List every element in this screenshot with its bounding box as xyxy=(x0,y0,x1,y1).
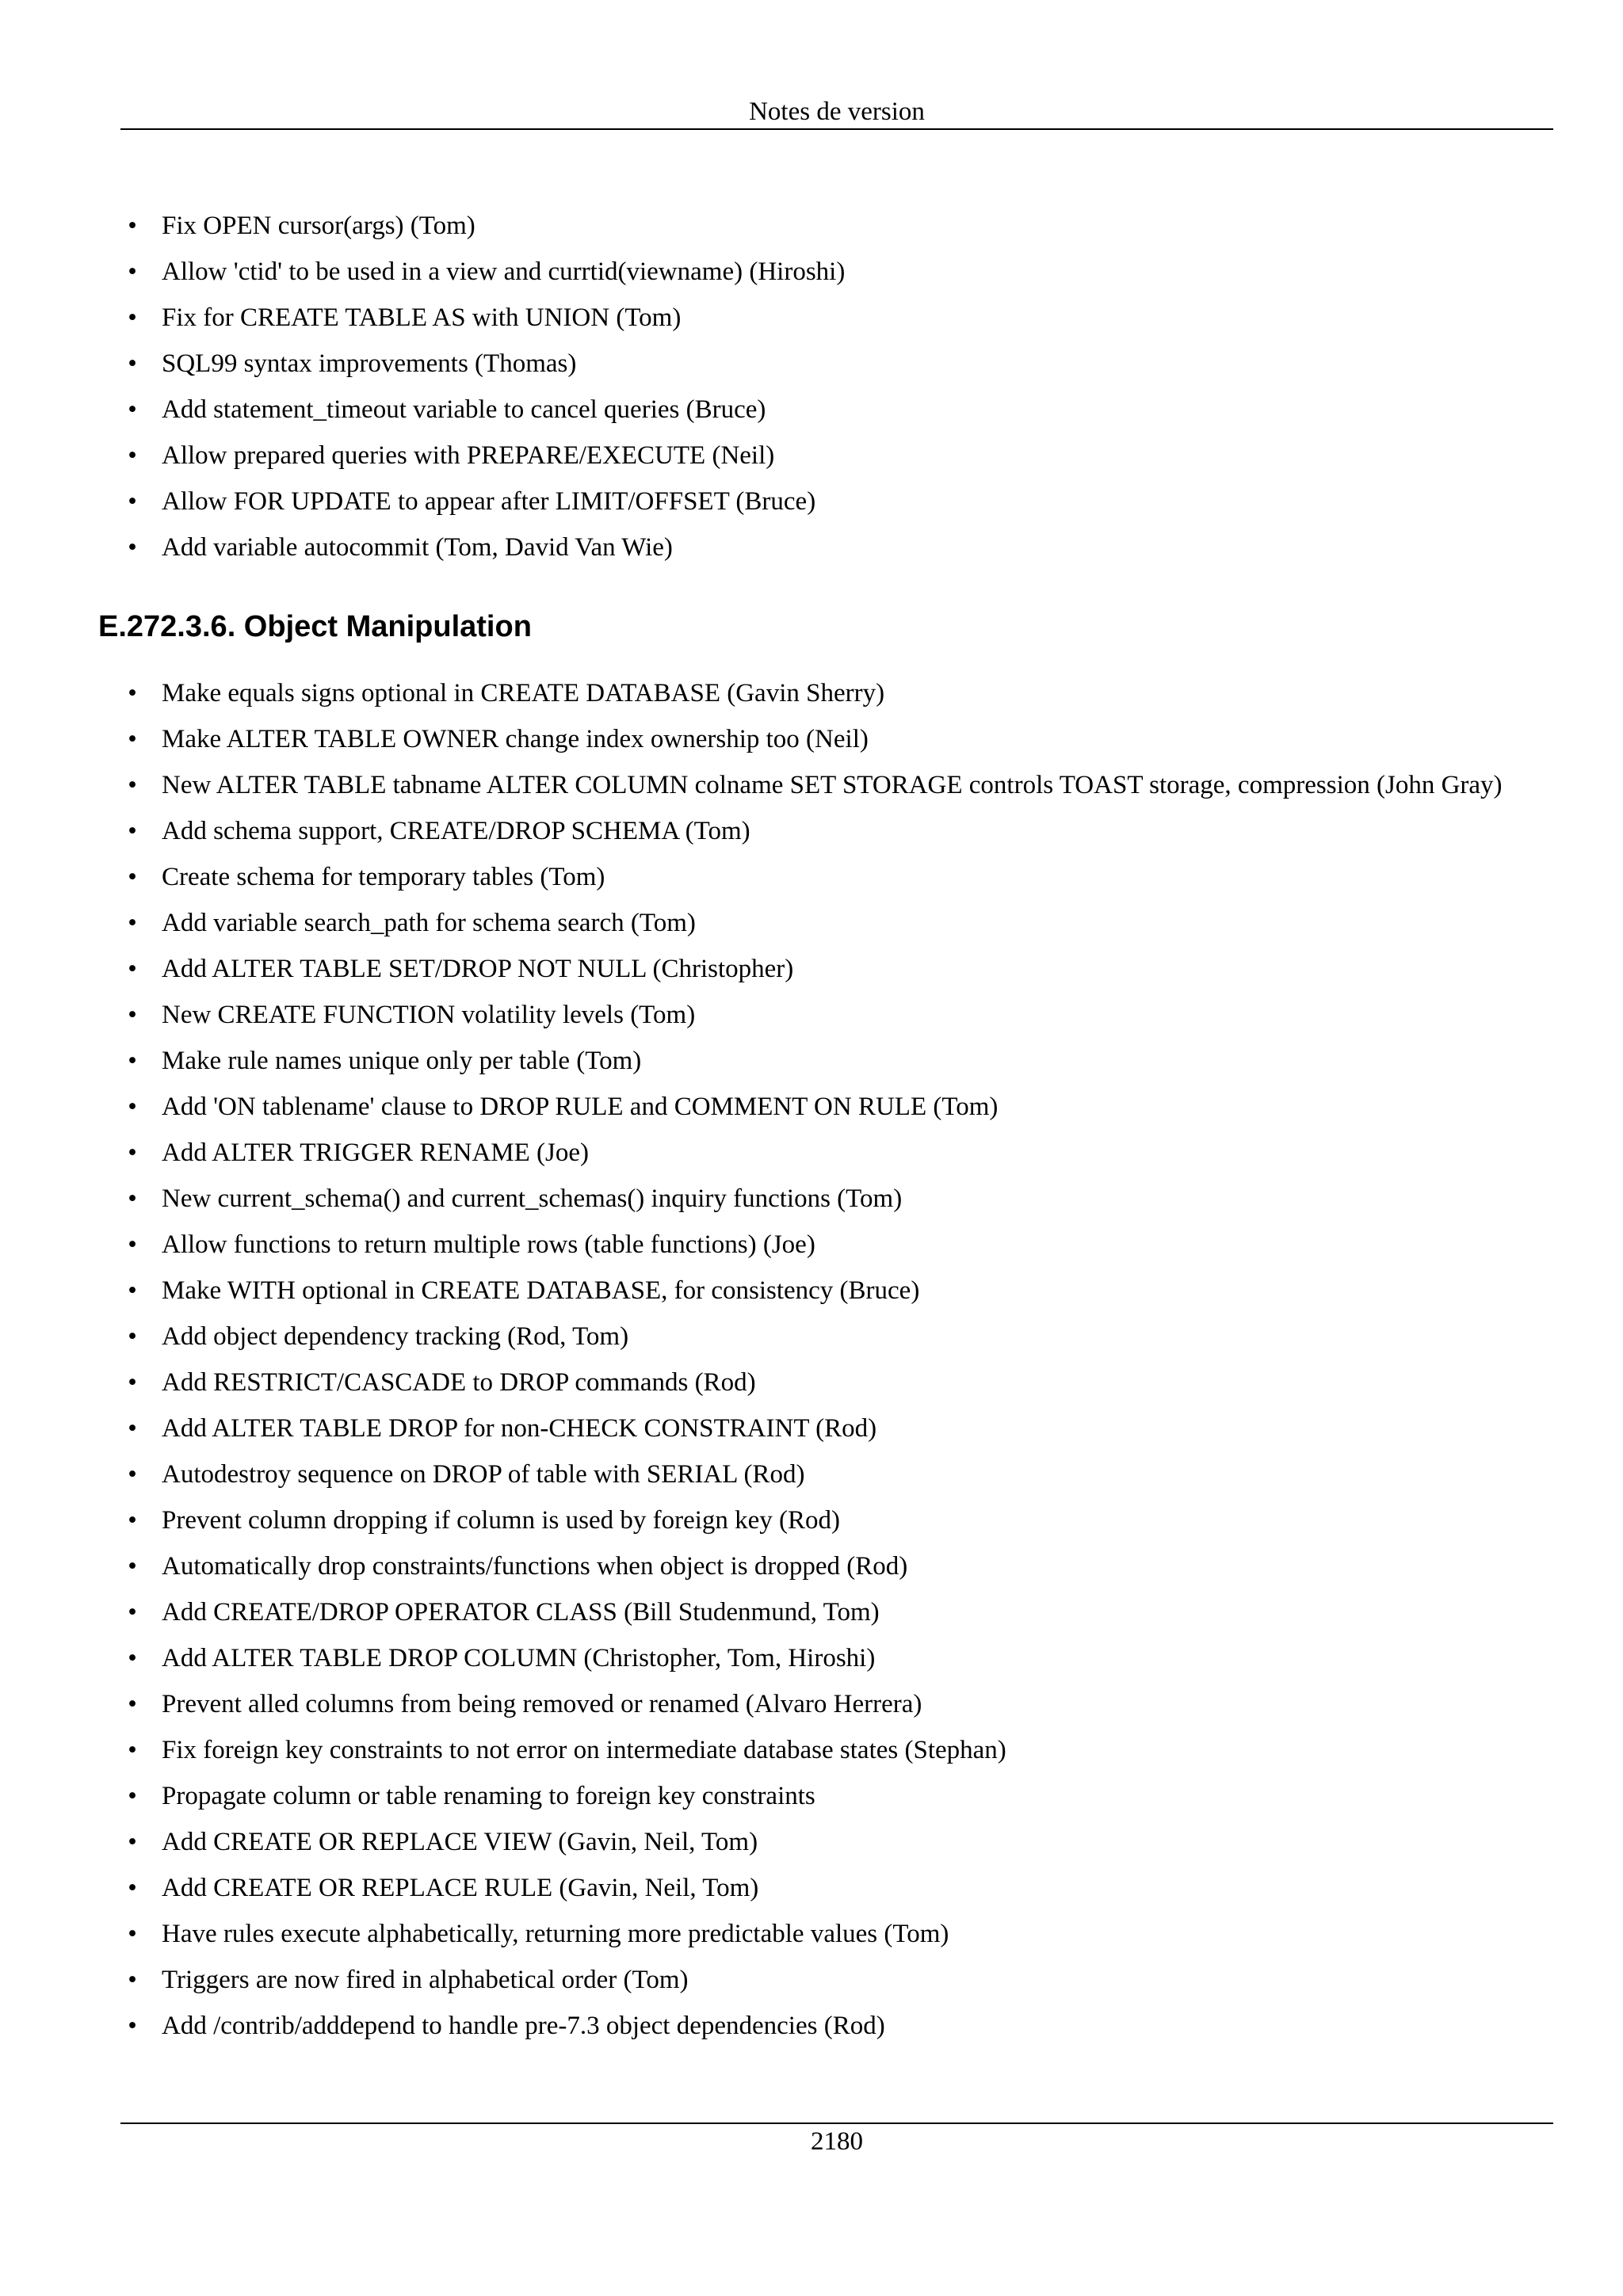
bullet-icon: • xyxy=(128,1276,137,1305)
bullet-icon: • xyxy=(128,1001,137,1029)
list-item xyxy=(120,770,1553,800)
list-item-text: Add statement_timeout variable to cancel queries (Bruce) xyxy=(162,395,766,424)
list-item-text: Add variable search_path for schema search (Tom) xyxy=(162,909,696,937)
list-item-text: Add ALTER TABLE SET/DROP NOT NULL (Christopher) xyxy=(162,955,794,983)
list-item-text: Add CREATE OR REPLACE RULE (Gavin, Neil, Tom) xyxy=(162,1874,759,1902)
change-list-top xyxy=(120,211,1553,578)
bullet-icon: • xyxy=(128,1690,137,1718)
bullet-icon: • xyxy=(128,1230,137,1259)
list-item xyxy=(120,1597,1553,1627)
bullet-icon: • xyxy=(128,1322,137,1351)
bullet-icon: • xyxy=(128,1138,137,1167)
list-item xyxy=(120,724,1553,754)
list-item-text: Add /contrib/adddepend to handle pre-7.3 object dependencies (Rod) xyxy=(162,2012,885,2040)
bullet-icon: • xyxy=(128,1966,137,1994)
list-item xyxy=(120,1184,1553,1214)
list-item-text: Propagate column or table renaming to foreign key constraints xyxy=(162,1782,815,1810)
bullet-icon: • xyxy=(128,1047,137,1075)
bullet-icon: • xyxy=(128,212,137,240)
list-item-text: SQL99 syntax improvements (Thomas) xyxy=(162,349,577,378)
list-item-text: Allow prepared queries with PREPARE/EXECUTE (Neil) xyxy=(162,441,775,470)
list-item-text: Add ALTER TRIGGER RENAME (Joe) xyxy=(162,1138,589,1167)
list-item xyxy=(120,1643,1553,1673)
list-item-text: New current_schema() and current_schemas() inquiry functions (Tom) xyxy=(162,1184,903,1213)
list-item xyxy=(120,1367,1553,1398)
list-item xyxy=(120,908,1553,938)
list-item xyxy=(120,678,1553,708)
bullet-icon: • xyxy=(128,1552,137,1581)
list-item-text: Add CREATE/DROP OPERATOR CLASS (Bill Studenmund, Tom) xyxy=(162,1598,880,1627)
list-item-text: Triggers are now fired in alphabetical order (Tom) xyxy=(162,1966,689,1994)
bullet-icon: • xyxy=(128,771,137,799)
list-item-text: Make equals signs optional in CREATE DATABASE (Gavin Sherry) xyxy=(162,679,885,707)
bullet-icon: • xyxy=(128,863,137,891)
list-item-text: Add schema support, CREATE/DROP SCHEMA (Tom) xyxy=(162,817,750,845)
list-item-text: Fix for CREATE TABLE AS with UNION (Tom) xyxy=(162,303,682,332)
list-item-text: Add CREATE OR REPLACE VIEW (Gavin, Neil, Tom) xyxy=(162,1828,758,1856)
bullet-icon: • xyxy=(128,1184,137,1213)
list-item xyxy=(120,2011,1553,2041)
list-item xyxy=(120,1322,1553,1352)
change-list-object-manipulation xyxy=(120,678,1553,2057)
list-item-text: New CREATE FUNCTION volatility levels (Tom) xyxy=(162,1001,696,1029)
bullet-icon: • xyxy=(128,395,137,424)
list-item-text: Fix foreign key constraints to not error on intermediate database states (Stephan) xyxy=(162,1736,1006,1764)
list-item-text: Allow 'ctid' to be used in a view and currtid(viewname) (Hiroshi) xyxy=(162,257,846,286)
list-item xyxy=(120,211,1553,241)
bullet-icon: • xyxy=(128,679,137,707)
list-item-text: Create schema for temporary tables (Tom) xyxy=(162,863,605,891)
bullet-icon: • xyxy=(128,725,137,753)
list-item xyxy=(120,1827,1553,1857)
running-header: Notes de version xyxy=(749,97,925,126)
list-item xyxy=(120,1919,1553,1949)
list-item xyxy=(120,1689,1553,1719)
page-number: 2180 xyxy=(811,2127,863,2156)
list-item-text: Add object dependency tracking (Rod, Tom) xyxy=(162,1322,629,1351)
list-item-text: Allow FOR UPDATE to appear after LIMIT/OFFSET (Bruce) xyxy=(162,487,816,516)
list-item-text: Allow functions to return multiple rows (table functions) (Joe) xyxy=(162,1230,815,1259)
list-item-text: Prevent alled columns from being removed or renamed (Alvaro Herrera) xyxy=(162,1690,922,1718)
bullet-icon: • xyxy=(128,1506,137,1535)
bullet-icon: • xyxy=(128,1414,137,1443)
list-item xyxy=(120,1505,1553,1535)
bullet-icon: • xyxy=(128,349,137,378)
list-item xyxy=(120,1551,1553,1581)
list-item xyxy=(120,1413,1553,1444)
list-item xyxy=(120,1276,1553,1306)
list-item-text: Add RESTRICT/CASCADE to DROP commands (Rod) xyxy=(162,1368,756,1397)
bullet-icon: • xyxy=(128,817,137,845)
bullet-icon: • xyxy=(128,257,137,286)
bullet-icon: • xyxy=(128,1644,137,1672)
list-item xyxy=(120,816,1553,846)
list-item-text: Make WITH optional in CREATE DATABASE, for consistency (Bruce) xyxy=(162,1276,920,1305)
bullet-icon: • xyxy=(128,1368,137,1397)
list-item xyxy=(120,862,1553,892)
list-item-text: Automatically drop constraints/functions when object is dropped (Rod) xyxy=(162,1552,908,1581)
list-item-text: New ALTER TABLE tabname ALTER COLUMN colname SET STORAGE controls TOAST storage, compression (John Gray) xyxy=(162,771,1503,799)
list-item-text: Add ALTER TABLE DROP COLUMN (Christopher, Tom, Hiroshi) xyxy=(162,1644,876,1672)
list-item xyxy=(120,954,1553,984)
header-rule xyxy=(120,128,1553,130)
bullet-icon: • xyxy=(128,1782,137,1810)
list-item-text: Add 'ON tablename' clause to DROP RULE and COMMENT ON RULE (Tom) xyxy=(162,1093,999,1121)
list-item-text: Fix OPEN cursor(args) (Tom) xyxy=(162,212,475,240)
bullet-icon: • xyxy=(128,303,137,332)
bullet-icon: • xyxy=(128,1828,137,1856)
list-item xyxy=(120,1781,1553,1811)
list-item xyxy=(120,1230,1553,1260)
list-item xyxy=(120,303,1553,333)
bullet-icon: • xyxy=(128,1598,137,1627)
list-item xyxy=(120,532,1553,563)
list-item xyxy=(120,1965,1553,1995)
bullet-icon: • xyxy=(128,1093,137,1121)
list-item-text: Prevent column dropping if column is used by foreign key (Rod) xyxy=(162,1506,841,1535)
bullet-icon: • xyxy=(128,1920,137,1948)
bullet-icon: • xyxy=(128,909,137,937)
list-item-text: Add variable autocommit (Tom, David Van Wie) xyxy=(162,533,673,562)
list-item xyxy=(120,486,1553,517)
list-item xyxy=(120,395,1553,425)
bullet-icon: • xyxy=(128,955,137,983)
list-item-text: Make rule names unique only per table (Tom) xyxy=(162,1047,642,1075)
list-item-text: Autodestroy sequence on DROP of table with SERIAL (Rod) xyxy=(162,1460,805,1489)
bullet-icon: • xyxy=(128,1736,137,1764)
bullet-icon: • xyxy=(128,487,137,516)
list-item xyxy=(120,441,1553,471)
bullet-icon: • xyxy=(128,441,137,470)
list-item xyxy=(120,1092,1553,1122)
bullet-icon: • xyxy=(128,1460,137,1489)
list-item xyxy=(120,349,1553,379)
list-item xyxy=(120,1735,1553,1765)
list-item-text: Add ALTER TABLE DROP for non-CHECK CONSTRAINT (Rod) xyxy=(162,1414,877,1443)
list-item xyxy=(120,1873,1553,1903)
bullet-icon: • xyxy=(128,1874,137,1902)
list-item-text: Have rules execute alphabetically, returning more predictable values (Tom) xyxy=(162,1920,949,1948)
list-item xyxy=(120,1046,1553,1076)
bullet-icon: • xyxy=(128,2012,137,2040)
list-item xyxy=(120,1000,1553,1030)
list-item xyxy=(120,1459,1553,1489)
list-item xyxy=(120,1138,1553,1168)
section-heading: E.272.3.6. Object Manipulation xyxy=(98,610,532,643)
list-item-text: Make ALTER TABLE OWNER change index ownership too (Neil) xyxy=(162,725,869,753)
bullet-icon: • xyxy=(128,533,137,562)
list-item xyxy=(120,257,1553,287)
